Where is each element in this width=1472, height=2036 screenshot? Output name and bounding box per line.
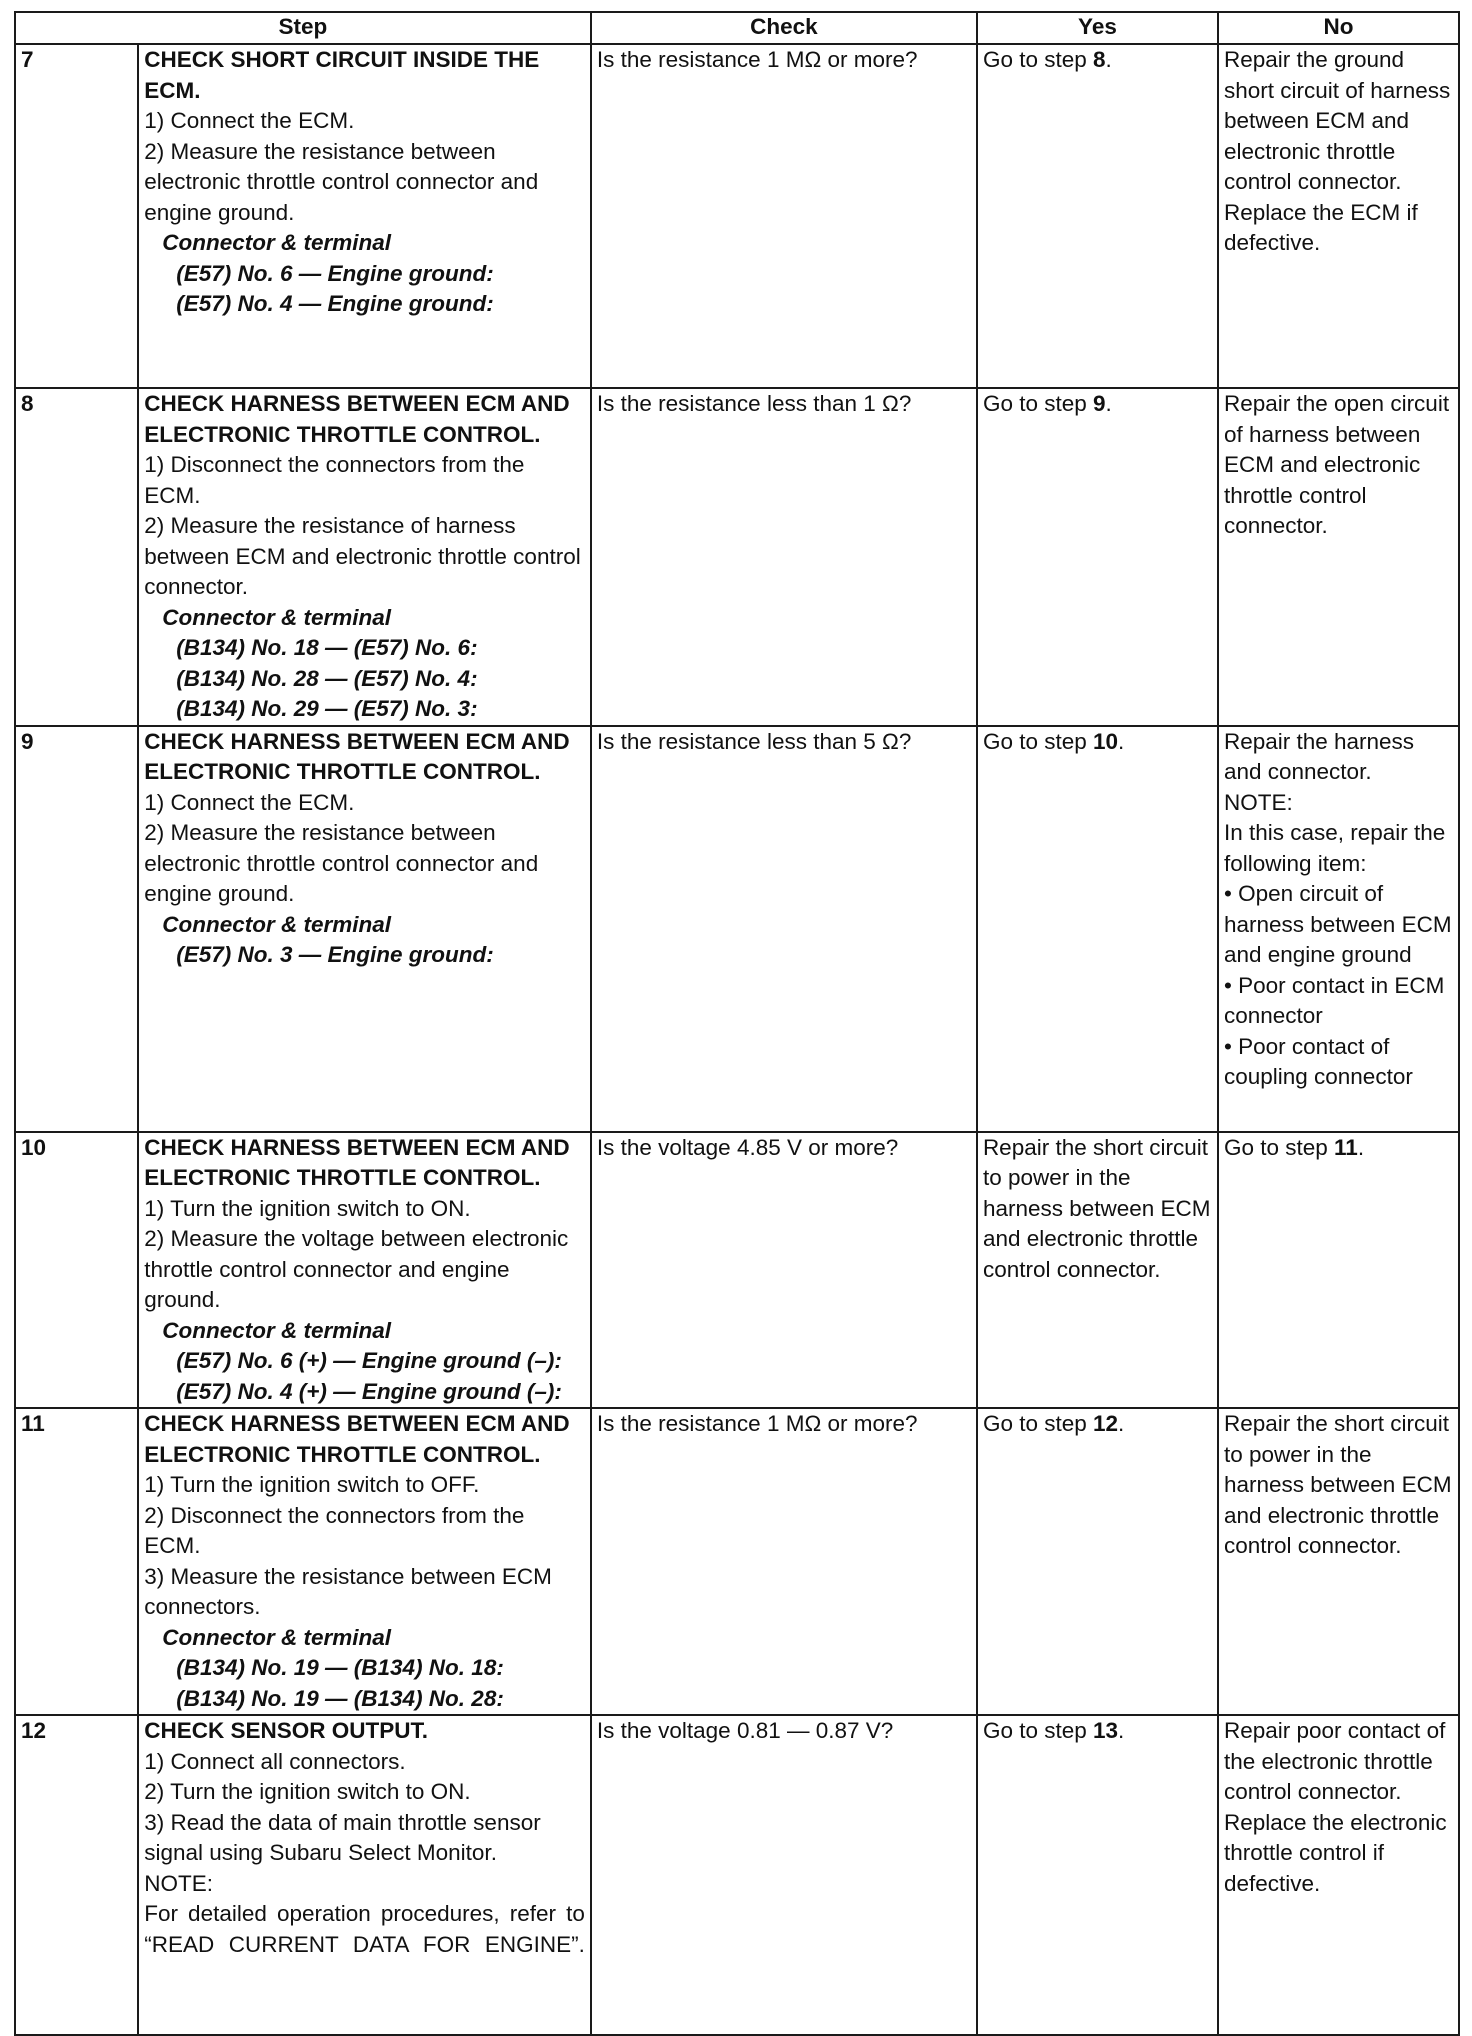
terminal-spec: (E57) No. 4 — Engine ground:: [176, 291, 494, 316]
step-line: 2) Turn the ignition switch to ON.: [144, 1779, 471, 1804]
step-line: 1) Turn the ignition switch to ON.: [144, 1195, 471, 1221]
step-line: 2) Measure the resistance between electronic throttle control connector and engine ground.: [144, 820, 539, 906]
goto-text: Go to step: [982, 47, 1093, 72]
connector-label: Connector & terminal: [162, 1624, 392, 1650]
step-title: CHECK SHORT CIRCUIT INSIDE THE ECM.: [144, 47, 540, 103]
connector-label: Connector & terminal: [162, 911, 392, 937]
step-line: 2) Measure the voltage between electronic throttle control connector and engine ground.: [144, 1226, 569, 1312]
goto-step-number: 12: [1093, 1411, 1119, 1436]
no-action: [1218, 1132, 1459, 1409]
step-number: 7: [15, 44, 138, 388]
no-line: Repair the harness and connector.: [1223, 728, 1415, 784]
no-action: [1218, 44, 1459, 388]
check-question: Is the resistance less than 1 Ω?: [591, 388, 977, 726]
step-number: 11: [15, 1408, 138, 1715]
step-title: CHECK SENSOR OUTPUT.: [144, 1718, 429, 1743]
diagnostic-page: [14, 11, 1460, 2036]
terminal-spec: (B134) No. 18 — (E57) No. 6:: [176, 635, 478, 660]
step-title: CHECK HARNESS BETWEEN ECM AND ELECTRONIC THROTTLE CONTROL.: [144, 728, 570, 784]
step-line: 2) Measure the resistance of harness between ECM and electronic throttle control connector.: [144, 513, 581, 599]
step-line: 1) Connect the ECM.: [144, 789, 355, 815]
goto-text: Go to step: [982, 391, 1093, 416]
yes-action: [977, 1715, 1218, 2035]
table-header-row: [15, 12, 1459, 44]
step-number: 9: [15, 726, 138, 1132]
table-row: [15, 44, 1459, 388]
goto-step-number: 11: [1334, 1134, 1358, 1160]
check-question: Is the resistance 1 MΩ or more?: [591, 44, 977, 388]
goto-text: Go to step: [982, 1411, 1093, 1436]
step-title: CHECK HARNESS BETWEEN ECM AND ELECTRONIC THROTTLE CONTROL.: [144, 391, 570, 447]
check-question: Is the voltage 0.81 — 0.87 V?: [591, 1715, 977, 2035]
step-line: 3) Read the data of main throttle sensor signal using Subaru Select Monitor.: [144, 1809, 541, 1865]
goto-suffix: .: [1357, 1134, 1365, 1160]
check-question: Is the resistance less than 5 Ω?: [591, 726, 977, 1132]
step-instructions: [138, 44, 591, 388]
step-line: 2) Measure the resistance between electronic throttle control connector and engine ground.: [144, 138, 539, 225]
step-number: 10: [15, 1132, 138, 1409]
step-line: 1) Connect all connectors.: [144, 1748, 406, 1774]
table-row: [15, 1132, 1459, 1409]
step-line: 1) Connect the ECM.: [144, 108, 355, 133]
goto-text: Go to step: [1223, 1134, 1335, 1160]
table-row: [15, 1408, 1459, 1715]
connector-label: Connector & terminal: [162, 604, 392, 630]
no-action: [1218, 1408, 1459, 1715]
goto-step-number: 13: [1093, 1718, 1119, 1743]
terminal-spec: (B134) No. 28 — (E57) No. 4:: [176, 665, 478, 691]
goto-text: Go to step: [982, 1718, 1093, 1743]
terminal-spec: (B134) No. 19 — (B134) No. 28:: [176, 1685, 504, 1711]
goto-suffix: .: [1105, 47, 1112, 72]
connector-label: Connector & terminal: [162, 230, 392, 255]
no-text: Repair the open circuit of harness between ECM and electronic throttle control connector.: [1223, 391, 1450, 538]
header-yes: Yes: [977, 12, 1218, 44]
check-question: Is the resistance 1 MΩ or more?: [591, 1408, 977, 1715]
step-instructions: [138, 1408, 591, 1715]
header-no: No: [1218, 12, 1459, 44]
step-number: 8: [15, 388, 138, 726]
no-text: Repair the short circuit to power in the harness between ECM and electronic throttle control connector.: [1223, 1411, 1452, 1558]
step-title: CHECK HARNESS BETWEEN ECM AND ELECTRONIC THROTTLE CONTROL.: [144, 1411, 570, 1467]
table-row: [15, 1715, 1459, 2035]
table-body: [15, 44, 1459, 2035]
yes-action: [977, 388, 1218, 726]
terminal-spec: (E57) No. 4 (+) — Engine ground (–):: [176, 1378, 562, 1404]
no-action: [1218, 1715, 1459, 2035]
goto-step-number: 9: [1093, 391, 1106, 416]
yes-action: [977, 1132, 1218, 1409]
no-action: [1218, 388, 1459, 726]
goto-step-number: 10: [1093, 728, 1119, 754]
goto-suffix: .: [1118, 728, 1125, 754]
no-line: NOTE:: [1223, 789, 1293, 815]
step-line: 2) Disconnect the connectors from the ECM.: [144, 1502, 525, 1558]
no-text: Repair poor contact of the electronic throttle control connector. Replace the electronic throttle control if defective.: [1223, 1718, 1447, 1896]
goto-step-number: 8: [1093, 47, 1106, 72]
step-title: CHECK HARNESS BETWEEN ECM AND ELECTRONIC THROTTLE CONTROL.: [144, 1134, 570, 1190]
table-row: [15, 726, 1459, 1132]
check-question: Is the voltage 4.85 V or more?: [591, 1132, 977, 1409]
terminal-spec: (E57) No. 3 — Engine ground:: [176, 942, 494, 967]
header-step: Step: [15, 12, 591, 44]
goto-text: Go to step: [982, 728, 1093, 754]
no-line: • Poor contact in ECM connector: [1223, 972, 1445, 1028]
no-line: In this case, repair the following item:: [1223, 820, 1446, 876]
header-check: Check: [591, 12, 977, 44]
no-action: [1218, 726, 1459, 1132]
step-line: 3) Measure the resistance between ECM connectors.: [144, 1563, 552, 1619]
step-number: 12: [15, 1715, 138, 2035]
step-line: 1) Disconnect the connectors from the ECM.: [144, 452, 525, 508]
step-instructions: [138, 726, 591, 1132]
goto-suffix: .: [1105, 391, 1112, 416]
yes-action: [977, 1408, 1218, 1715]
step-line: NOTE:: [144, 1870, 213, 1896]
terminal-spec: (B134) No. 19 — (B134) No. 18:: [176, 1655, 504, 1680]
terminal-spec: (E57) No. 6 — Engine ground:: [176, 260, 494, 286]
step-instructions: [138, 1132, 591, 1409]
goto-suffix: .: [1118, 1411, 1125, 1436]
no-line: • Open circuit of harness between ECM and engine ground: [1223, 881, 1452, 967]
yes-action: [977, 726, 1218, 1132]
step-instructions: [138, 1715, 591, 2035]
goto-suffix: .: [1118, 1718, 1125, 1743]
terminal-spec: (B134) No. 29 — (E57) No. 3:: [176, 696, 478, 721]
yes-text: Repair the short circuit to power in the harness between ECM and electronic throttle control connector.: [982, 1134, 1211, 1282]
diagnostic-table: [14, 11, 1460, 2036]
yes-action: [977, 44, 1218, 388]
terminal-spec: (E57) No. 6 (+) — Engine ground (–):: [176, 1348, 562, 1373]
no-text: Repair the ground short circuit of harness between ECM and electronic throttle control connector. Replace the ECM if defective.: [1223, 47, 1451, 255]
step-line: 1) Turn the ignition switch to OFF.: [144, 1472, 480, 1497]
connector-label: Connector & terminal: [162, 1317, 392, 1343]
step-note-text: For detailed operation procedures, refer to “READ CURRENT DATA FOR ENGINE”.: [144, 1901, 585, 1957]
table-row: [15, 388, 1459, 726]
no-line: • Poor contact of coupling connector: [1223, 1033, 1413, 1089]
step-instructions: [138, 388, 591, 726]
